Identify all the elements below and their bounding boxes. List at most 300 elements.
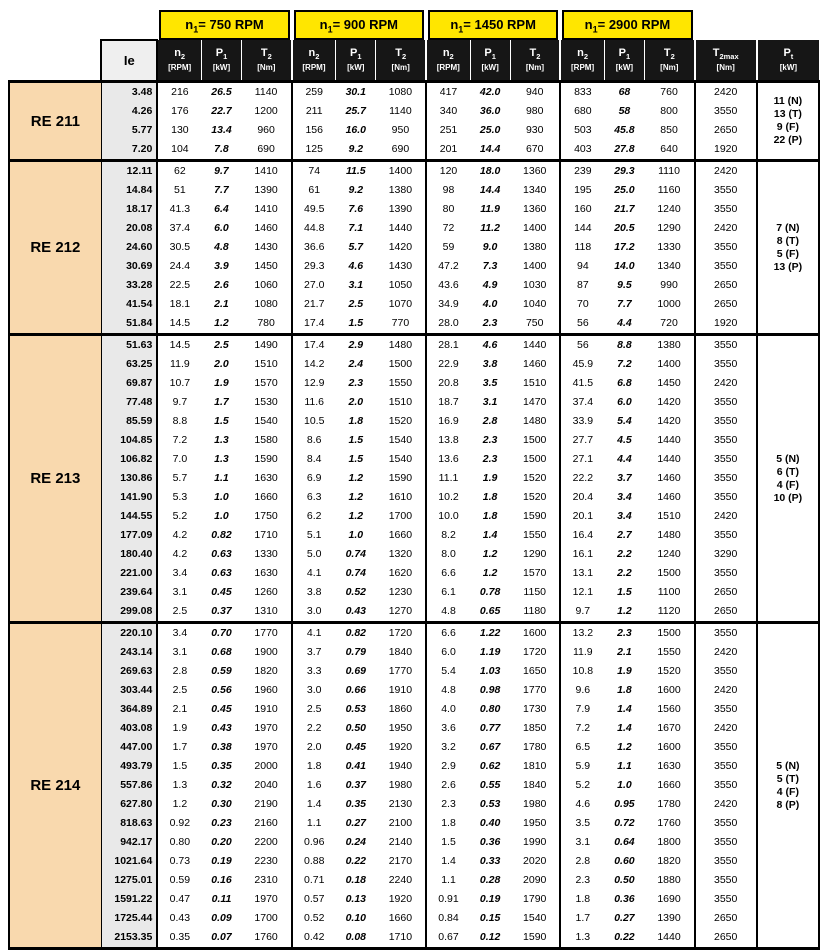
table-row [9,374,819,393]
n2-value: 144 [560,219,604,238]
n2-value: 8.6 [292,431,336,450]
p1-value: 9.2 [336,181,376,200]
n2-value: 16.1 [560,545,604,564]
ratio-value: 20.08 [101,219,157,238]
rpm-header-750 [157,8,291,40]
p1-value: 68 [604,82,644,103]
t2-value: 1270 [376,602,426,623]
col-unit: [Nm] [391,63,410,73]
t2max-value: 3550 [695,564,757,583]
col-header-n2 [157,40,201,82]
p1-value: 27.8 [604,140,644,161]
t2-value: 1460 [242,219,292,238]
t2-value: 1340 [510,181,560,200]
table-row [9,488,819,507]
p1-value: 0.23 [201,814,241,833]
t2max-value: 3550 [695,412,757,431]
t2-value: 1570 [242,374,292,393]
p1-value: 0.36 [604,890,644,909]
p1-value: 0.22 [336,852,376,871]
t2-value: 1420 [644,393,694,412]
n2-value: 3.5 [560,814,604,833]
p1-value: 1.5 [336,450,376,469]
col-symbol: $P_1$ [350,46,362,62]
p1-value: 0.43 [336,602,376,623]
n2-value: 3.7 [292,643,336,662]
p1-value: 2.4 [336,355,376,374]
t2-value: 1700 [242,909,292,928]
t2-value: 1140 [376,102,426,121]
col-symbol: $P_1$ [484,46,496,62]
p1-value: 1.4 [604,719,644,738]
p1-value: 0.69 [336,662,376,681]
p1-value: 0.35 [336,795,376,814]
n2-value: 0.84 [426,909,470,928]
t2-value: 1620 [376,564,426,583]
t2-value: 1600 [644,681,694,700]
t2max-value: 3550 [695,852,757,871]
p1-value: 1.5 [336,314,376,335]
n2-value: 160 [560,200,604,219]
n2-value: 1.2 [157,795,201,814]
p1-value: 2.8 [470,412,510,431]
t2-value: 1240 [644,545,694,564]
ratio-value: 299.08 [101,602,157,623]
n2-value: 340 [426,102,470,121]
n2-value: 0.52 [292,909,336,928]
p1-value: 6.0 [201,219,241,238]
t2-value: 1440 [644,431,694,450]
n2-value: 1.8 [292,757,336,776]
t2-value: 950 [376,121,426,140]
n2-value: 3.2 [426,738,470,757]
ratio-value: 557.86 [101,776,157,795]
p1-value: 1.5 [604,583,644,602]
p1-value: 2.3 [604,623,644,644]
model-column-blank [9,40,101,82]
table-row [9,602,819,623]
t2-value: 1960 [242,681,292,700]
t2-value: 1690 [644,890,694,909]
model-label: RE 213 [9,335,101,623]
p1-value: 1.2 [604,738,644,757]
col-unit: [RPM] [436,63,460,73]
p1-value: 30.1 [336,82,376,103]
t2-value: 1770 [510,681,560,700]
p1-value: 2.2 [604,545,644,564]
p1-value: 14.4 [470,181,510,200]
n2-value: 11.9 [560,643,604,662]
t2-value: 1970 [242,890,292,909]
n2-value: 1.4 [292,795,336,814]
t2-value: 1920 [376,738,426,757]
p1-value: 0.15 [470,909,510,928]
t2-value: 1290 [510,545,560,564]
t2-value: 1720 [510,643,560,662]
t2max-value: 3550 [695,526,757,545]
p1-value: 1.9 [201,374,241,393]
t2max-value: 3550 [695,257,757,276]
n2-value: 130 [157,121,201,140]
p1-value: 9.7 [201,161,241,182]
n2-value: 0.71 [292,871,336,890]
t2-value: 1610 [376,488,426,507]
n2-value: 1.7 [560,909,604,928]
table-row [9,412,819,431]
p1-value: 5.4 [604,412,644,431]
n2-value: 70 [560,295,604,314]
n2-value: 0.35 [157,928,201,949]
p1-value: 1.3 [201,431,241,450]
t2-value: 1840 [510,776,560,795]
n2-value: 239 [560,161,604,182]
p1-value: 29.3 [604,161,644,182]
n2-value: 8.2 [426,526,470,545]
p1-value: 6.0 [604,393,644,412]
n2-value: 1.6 [292,776,336,795]
rpm-header-2900 [560,8,694,40]
p1-value: 7.2 [604,355,644,374]
p1-value: 0.67 [470,738,510,757]
p1-value: 14.0 [604,257,644,276]
p1-value: 0.53 [336,700,376,719]
n2-value: 17.4 [292,314,336,335]
t2-value: 1660 [644,776,694,795]
p1-value: 0.65 [470,602,510,623]
n2-value: 4.0 [426,700,470,719]
t2-value: 1400 [510,257,560,276]
table-header [9,8,819,82]
t2max-value: 3550 [695,488,757,507]
n2-value: 6.0 [426,643,470,662]
table-body [9,82,819,949]
t2-value: 1720 [376,623,426,644]
t2-value: 1120 [644,602,694,623]
p1-value: 2.9 [336,335,376,356]
n2-value: 2.5 [292,700,336,719]
p1-value: 0.52 [336,583,376,602]
t2-value: 1590 [376,469,426,488]
pt-line: 13 (T) [773,108,802,120]
col-symbol: $T_2$ [395,46,407,62]
table-row [9,181,819,200]
t2-value: 2190 [242,795,292,814]
p1-value: 0.63 [201,564,241,583]
ratio-value: 1725.44 [101,909,157,928]
n2-value: 22.9 [426,355,470,374]
n2-value: 13.8 [426,431,470,450]
n2-value: 20.4 [560,488,604,507]
col-header-t2 [510,40,560,82]
table-row [9,121,819,140]
n2-value: 17.4 [292,335,336,356]
p1-value: 9.0 [470,238,510,257]
t2-value: 1540 [242,412,292,431]
table-row [9,738,819,757]
p1-value: 0.08 [336,928,376,949]
p1-value: 8.8 [604,335,644,356]
n2-value: 9.6 [560,681,604,700]
t2-value: 930 [510,121,560,140]
n2-value: 29.3 [292,257,336,276]
ratio-value: 447.00 [101,738,157,757]
p1-value: 4.8 [201,238,241,257]
t2max-value: 3550 [695,181,757,200]
rpm-box-1450: $n_1= 1450$ RPM [428,10,558,40]
t2max-value: 3550 [695,776,757,795]
n2-value: 3.1 [560,833,604,852]
col-header-p1 [201,40,241,82]
ratio-column-header: Ie [101,40,157,82]
col-symbol: $n_2$ [442,46,454,62]
n2-value: 14.2 [292,355,336,374]
p1-value: 4.4 [604,314,644,335]
t2-value: 2200 [242,833,292,852]
pt-line: 5 (N) [776,452,800,465]
p1-value: 21.7 [604,200,644,219]
t2-value: 1990 [510,833,560,852]
table-row [9,833,819,852]
n2-value: 47.2 [426,257,470,276]
table-row [9,393,819,412]
p1-value: 1.5 [201,412,241,431]
ratio-value: 14.84 [101,181,157,200]
t2-value: 2000 [242,757,292,776]
p1-value: 58 [604,102,644,121]
n2-value: 11.1 [426,469,470,488]
p1-value: 0.27 [604,909,644,928]
p1-value: 0.24 [336,833,376,852]
t2-value: 2170 [376,852,426,871]
n2-value: 2.6 [426,776,470,795]
table-row [9,662,819,681]
n2-value: 125 [292,140,336,161]
n2-value: 156 [292,121,336,140]
table-row [9,928,819,949]
p1-value: 2.3 [470,314,510,335]
table-row [9,643,819,662]
n2-value: 51 [157,181,201,200]
t2-value: 1660 [376,909,426,928]
p1-value: 0.30 [201,795,241,814]
ratio-value: 7.20 [101,140,157,161]
t2-value: 1440 [510,335,560,356]
table-row [9,469,819,488]
p1-value: 3.5 [470,374,510,393]
table-row [9,719,819,738]
t2max-value: 3550 [695,871,757,890]
p1-value: 0.32 [201,776,241,795]
t2-value: 1410 [242,200,292,219]
t2max-value: 3550 [695,469,757,488]
t2-value: 1420 [644,412,694,431]
p1-value: 0.56 [201,681,241,700]
p1-value: 0.82 [336,623,376,644]
p1-value: 42.0 [470,82,510,103]
p1-value: 0.53 [470,795,510,814]
col-unit: [kW] [481,63,499,73]
p1-value: 1.2 [470,564,510,583]
t2-value: 1560 [644,700,694,719]
p1-value: 0.37 [201,602,241,623]
table-row [9,526,819,545]
n2-value: 22.2 [560,469,604,488]
col-unit: [Nm] [257,63,276,73]
t2-value: 2100 [376,814,426,833]
t2max-value: 2420 [695,374,757,393]
t2-value: 1950 [376,719,426,738]
t2-value: 780 [242,314,292,335]
ratio-value: 85.59 [101,412,157,431]
p1-value: 18.0 [470,161,510,182]
table-row [9,161,819,182]
p1-value: 1.1 [604,757,644,776]
p1-value: 4.5 [604,431,644,450]
t2-value: 1860 [376,700,426,719]
col-unit: [Nm] [525,63,545,73]
t2-value: 1660 [242,488,292,507]
t2-value: 770 [376,314,426,335]
p1-value: 0.20 [201,833,241,852]
p1-value: 11.5 [336,161,376,182]
t2-value: 1630 [242,469,292,488]
p1-value: 3.1 [470,393,510,412]
col-symbol: $P_1$ [618,46,631,62]
t2-value: 800 [644,102,694,121]
col-unit: [RPM] [168,63,192,73]
t2-value: 2140 [376,833,426,852]
t2max-value: 2650 [695,276,757,295]
n2-value: 27.0 [292,276,336,295]
t2-value: 1500 [644,623,694,644]
n2-value: 216 [157,82,201,103]
pt-line: 5 (F) [776,247,799,260]
p1-value: 2.5 [201,335,241,356]
col-symbol: $T_2$ [663,46,675,62]
n2-value: 1.1 [426,871,470,890]
t2-value: 750 [510,314,560,335]
p1-value: 0.22 [604,928,644,949]
table-row [9,355,819,374]
ratio-value: 106.82 [101,450,157,469]
t2-value: 2230 [242,852,292,871]
p1-value: 1.4 [604,700,644,719]
pt-line: 13 (P) [773,260,803,273]
table-row [9,507,819,526]
t2-value: 1460 [644,469,694,488]
table-row [9,314,819,335]
t2-value: 1400 [644,355,694,374]
t2-value: 1400 [510,219,560,238]
gear-ratings-table [8,8,820,950]
p1-value: 1.7 [201,393,241,412]
col-symbol: $T_2$ [260,46,272,62]
n2-value: 6.2 [292,507,336,526]
n2-value: 2.8 [560,852,604,871]
p1-value: 1.22 [470,623,510,644]
n2-value: 5.2 [560,776,604,795]
t2-value: 1540 [376,431,426,450]
n2-value: 0.43 [157,909,201,928]
n2-value: 8.8 [157,412,201,431]
t2-value: 1500 [376,355,426,374]
n2-value: 21.7 [292,295,336,314]
t2-value: 1100 [644,583,694,602]
p1-value: 0.07 [201,928,241,949]
t2-value: 1330 [644,238,694,257]
pt-line: 4 (F) [776,785,799,798]
t2-value: 2130 [376,795,426,814]
table-row [9,335,819,356]
p1-value: 2.0 [201,355,241,374]
t2-value: 990 [644,276,694,295]
p1-value: 1.9 [604,662,644,681]
t2-value: 670 [510,140,560,161]
t2-value: 1070 [376,295,426,314]
p1-value: 7.6 [336,200,376,219]
pt-ratings [757,82,819,161]
n2-value: 7.9 [560,700,604,719]
p1-value: 1.8 [336,412,376,431]
n2-value: 18.1 [157,295,201,314]
column-header-row [9,40,819,82]
n2-value: 11.9 [157,355,201,374]
col-header-t2 [644,40,694,82]
t2-value: 1540 [510,909,560,928]
p1-value: 1.0 [201,507,241,526]
n2-value: 1.9 [157,719,201,738]
n2-value: 20.8 [426,374,470,393]
pt-ratings [757,335,819,623]
p1-value: 1.0 [336,526,376,545]
n2-value: 1.8 [426,814,470,833]
n2-value: 10.7 [157,374,201,393]
n2-value: 3.3 [292,662,336,681]
table-row [9,238,819,257]
p1-value: 20.5 [604,219,644,238]
table-row [9,909,819,928]
p1-value: 1.2 [336,488,376,507]
t2max-value: 2420 [695,161,757,182]
n2-value: 10.0 [426,507,470,526]
col-symbol: $n_2$ [577,46,589,62]
ratio-value: 818.63 [101,814,157,833]
col-unit: [Nm] [716,63,735,73]
n2-value: 3.1 [157,643,201,662]
n2-value: 10.2 [426,488,470,507]
n2-value: 1.5 [157,757,201,776]
n2-value: 1.3 [157,776,201,795]
n2-value: 0.57 [292,890,336,909]
ratio-value: 5.77 [101,121,157,140]
p1-value: 0.70 [201,623,241,644]
ratio-value: 303.44 [101,681,157,700]
t2-value: 1580 [242,431,292,450]
n2-value: 5.1 [292,526,336,545]
n2-value: 4.2 [157,526,201,545]
t2max-value: 2650 [695,121,757,140]
t2-value: 1360 [510,200,560,219]
p1-value: 2.0 [336,393,376,412]
p1-value: 1.0 [604,776,644,795]
n2-value: 3.0 [292,681,336,700]
t2-value: 1380 [644,335,694,356]
n2-value: 1.8 [560,890,604,909]
p1-value: 2.1 [201,295,241,314]
ratio-value: 221.00 [101,564,157,583]
t2max-value: 3550 [695,355,757,374]
n2-value: 61 [292,181,336,200]
